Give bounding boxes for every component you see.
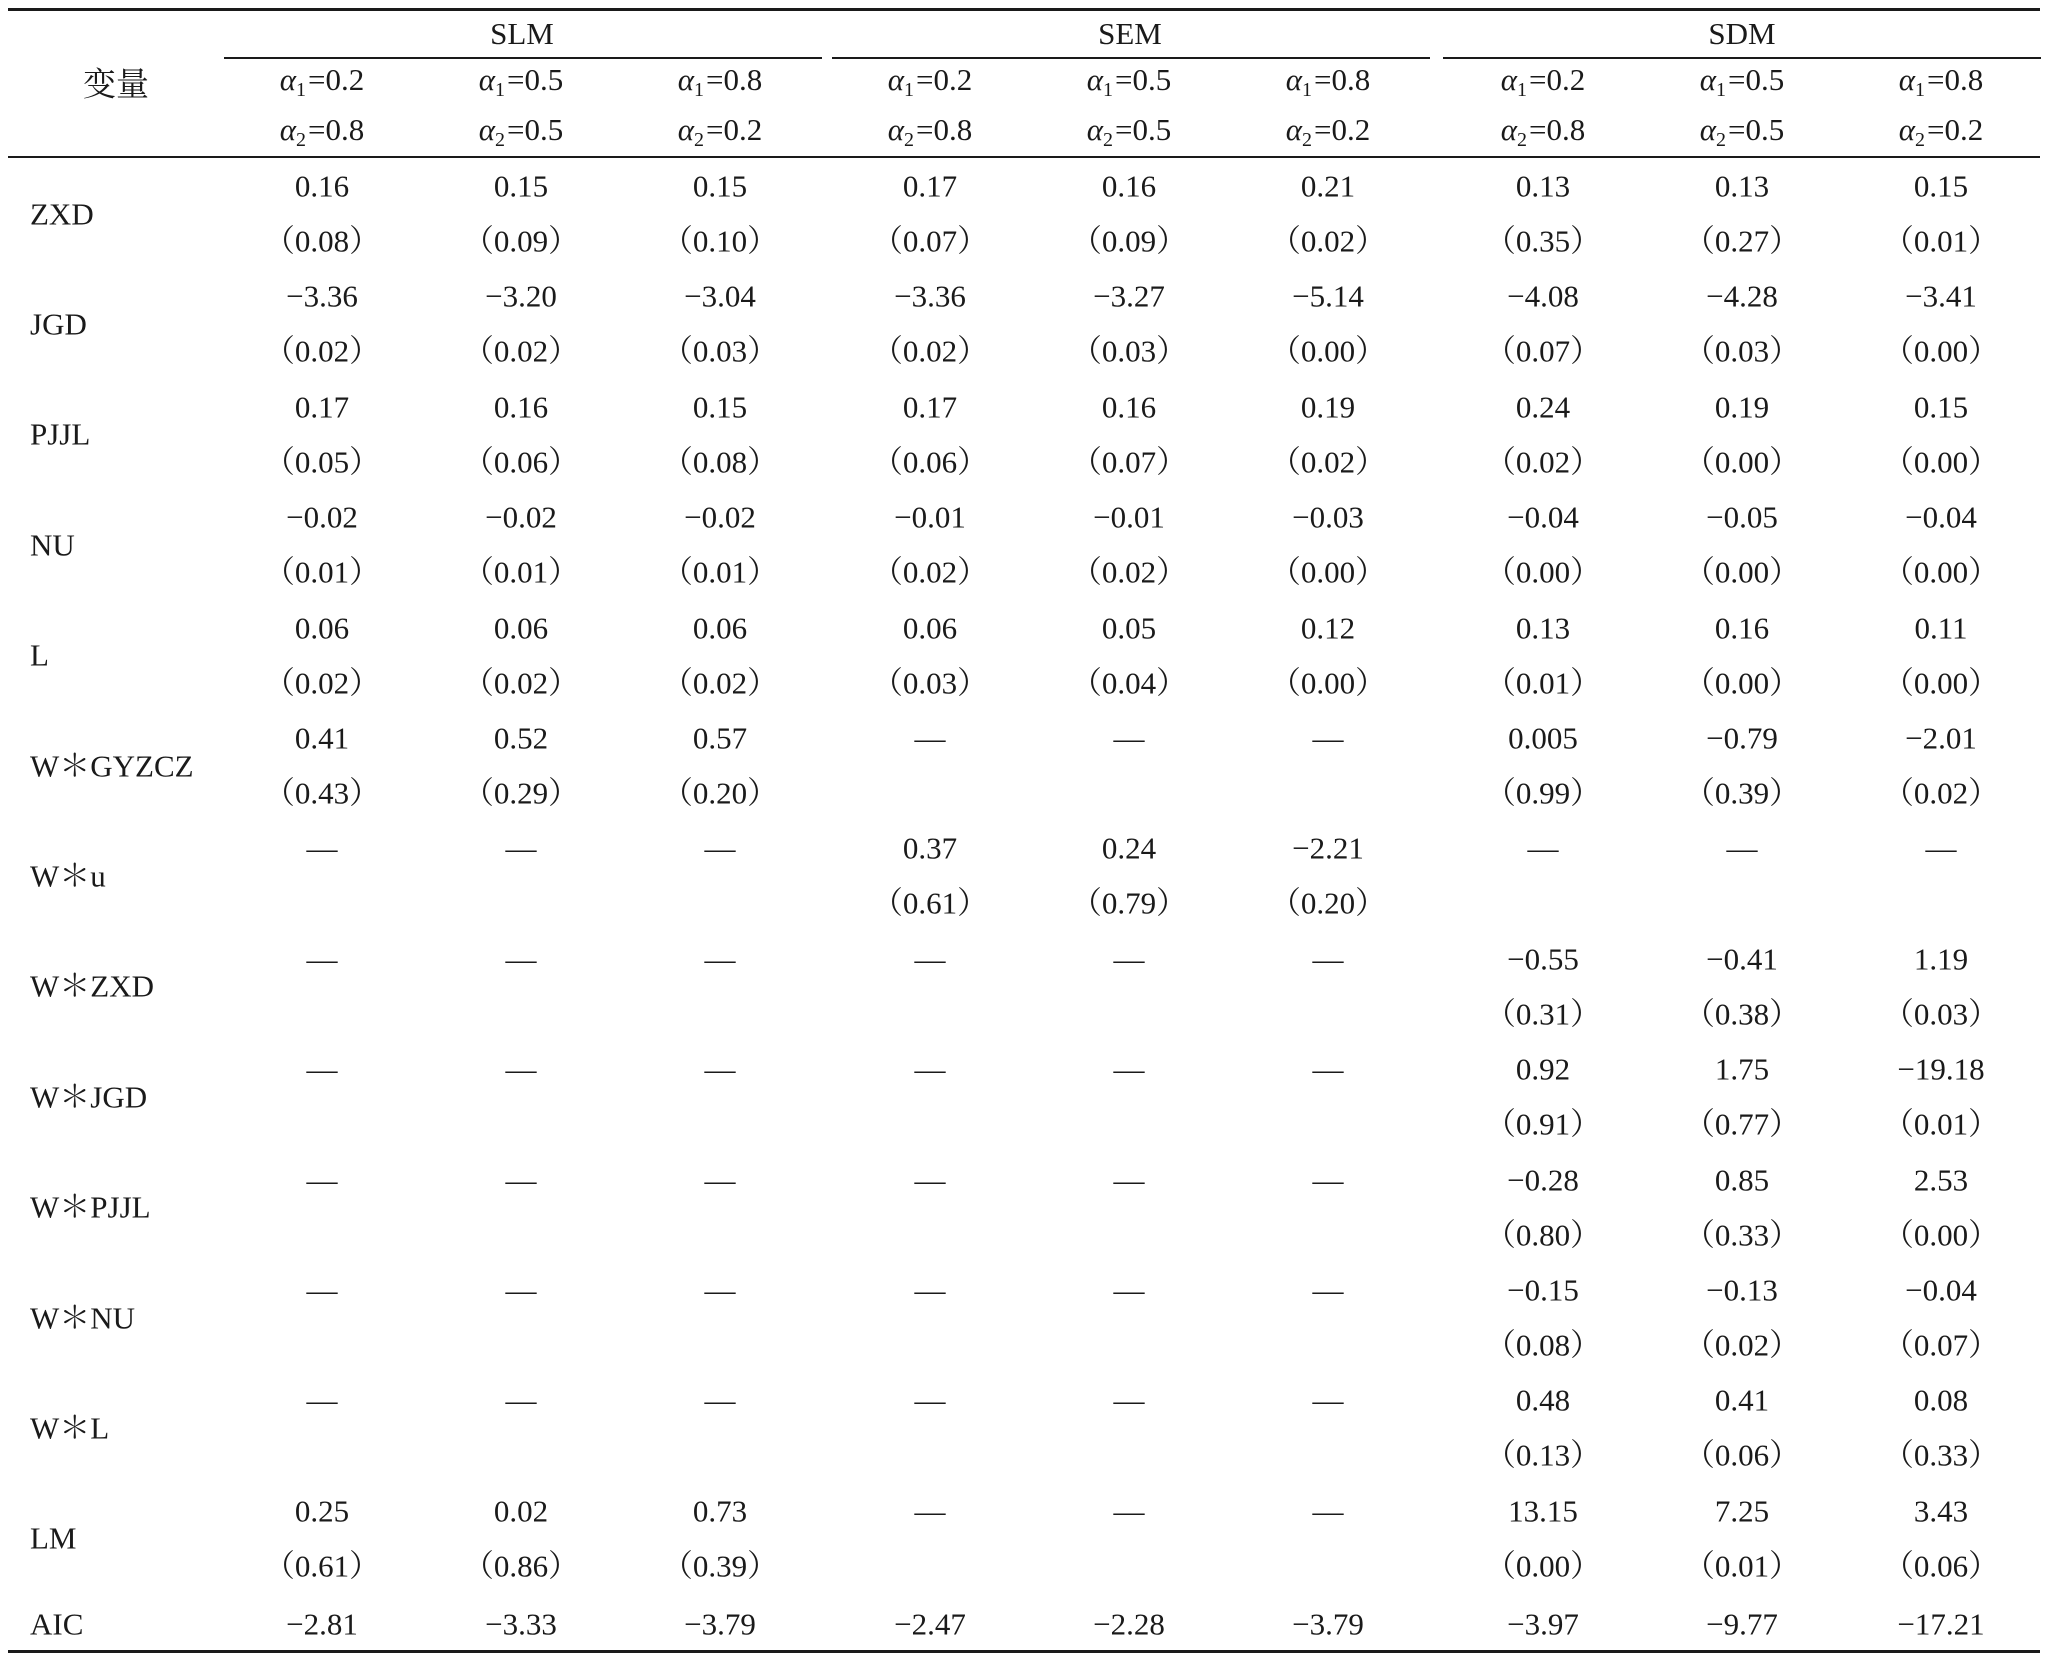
coef-cell: —: [306, 1382, 338, 1418]
pvalue-cell: （0.08）: [1484, 1327, 1602, 1363]
pvalue-cell: （0.01）: [661, 554, 779, 590]
row-label-aic: AIC: [30, 1606, 84, 1642]
row-label: W＊u: [30, 858, 106, 894]
pvalue-cell: （0.06）: [462, 444, 580, 480]
aic-cell: −3.97: [1507, 1606, 1579, 1642]
coef-cell: —: [505, 1382, 537, 1418]
alpha-symbol: α: [1898, 112, 1916, 147]
top-rule: [8, 8, 2040, 11]
alpha-subscript: 2: [495, 129, 506, 151]
alpha-subscript: 1: [694, 79, 705, 101]
coef-cell: —: [704, 830, 736, 866]
pvalue-cell: （0.61）: [871, 885, 989, 921]
coef-cell: —: [1312, 1382, 1344, 1418]
alpha-symbol: α: [1699, 62, 1717, 97]
coef-cell: 0.16: [1101, 389, 1157, 425]
coef-cell: −3.36: [894, 278, 966, 314]
alpha-symbol: α: [1699, 112, 1717, 147]
pvalue-cell: （0.07）: [1484, 333, 1602, 369]
coef-cell: 0.06: [692, 610, 748, 646]
coef-cell: —: [1113, 720, 1145, 756]
coef-cell: 0.57: [692, 720, 748, 756]
pvalue-cell: （0.06）: [1882, 1548, 2000, 1584]
coef-cell: 0.16: [1714, 610, 1770, 646]
group-header-sdm: SDM: [1708, 16, 1776, 51]
pvalue-cell: （0.86）: [462, 1548, 580, 1584]
pvalue-cell: （0.05）: [263, 444, 381, 480]
alpha-value: =0.2: [308, 62, 365, 97]
coef-cell: —: [505, 1051, 537, 1087]
coef-cell: —: [1312, 1051, 1344, 1087]
pvalue-cell: （0.00）: [1683, 444, 1801, 480]
pvalue-cell: （0.02）: [1269, 223, 1387, 259]
alpha-symbol: α: [478, 62, 496, 97]
alpha-symbol: α: [478, 112, 496, 147]
coef-cell: −19.18: [1897, 1051, 1985, 1087]
coef-cell: 0.06: [294, 610, 350, 646]
coef-cell: 0.08: [1913, 1382, 1969, 1418]
row-label: PJJL: [30, 416, 91, 452]
alpha-symbol: α: [887, 62, 905, 97]
coef-cell: 0.37: [902, 830, 958, 866]
pvalue-cell: （0.06）: [1683, 1437, 1801, 1473]
alpha-subscript: 2: [1103, 129, 1114, 151]
coef-cell: —: [704, 941, 736, 977]
coef-cell: —: [914, 941, 946, 977]
pvalue-cell: （0.02）: [462, 333, 580, 369]
coef-cell: 0.02: [493, 1493, 549, 1529]
alpha2-header: [1700, 112, 1785, 152]
alpha-subscript: 1: [1716, 79, 1727, 101]
coef-cell: —: [1113, 1051, 1145, 1087]
pvalue-cell: （0.03）: [661, 333, 779, 369]
row-label: ZXD: [30, 196, 94, 231]
pvalue-cell: （0.08）: [263, 223, 381, 259]
alpha-symbol: α: [1086, 112, 1104, 147]
pvalue-cell: （0.08）: [661, 444, 779, 480]
alpha-value: =0.5: [1728, 62, 1785, 97]
pvalue-cell: （0.27）: [1683, 223, 1801, 259]
pvalue-cell: （0.33）: [1882, 1437, 2000, 1473]
alpha-subscript: 2: [1302, 129, 1313, 151]
pvalue-cell: （0.02）: [1683, 1327, 1801, 1363]
coef-cell: −3.41: [1905, 278, 1977, 314]
coef-cell: −3.04: [684, 278, 756, 314]
alpha-value: =0.8: [1927, 62, 1984, 97]
coef-cell: —: [914, 1051, 946, 1087]
alpha1-header: [1087, 62, 1172, 102]
alpha-symbol: α: [1285, 112, 1303, 147]
coef-cell: 0.15: [493, 168, 549, 204]
alpha-value: =0.8: [308, 112, 365, 147]
coef-cell: −0.03: [1292, 499, 1364, 535]
coef-cell: 0.24: [1515, 389, 1571, 425]
pvalue-cell: （0.01）: [263, 554, 381, 590]
coef-cell: 0.17: [294, 389, 350, 425]
coef-cell: —: [505, 1272, 537, 1308]
coef-cell: —: [704, 1382, 736, 1418]
alpha1-header: [888, 62, 973, 102]
coef-cell: 0.11: [1914, 610, 1968, 646]
alpha-value: =0.8: [1314, 62, 1371, 97]
alpha-subscript: 2: [694, 129, 705, 151]
row-label: W＊NU: [30, 1300, 136, 1335]
alpha-symbol: α: [1898, 62, 1916, 97]
coef-cell: —: [704, 1162, 736, 1198]
coef-cell: —: [505, 830, 537, 866]
alpha-value: =0.2: [916, 62, 973, 97]
coef-cell: —: [1312, 941, 1344, 977]
alpha1-header: [479, 62, 564, 102]
aic-cell: −2.47: [894, 1606, 966, 1642]
alpha-subscript: 2: [904, 129, 915, 151]
aic-cell: −17.21: [1897, 1606, 1985, 1642]
pvalue-cell: （0.03）: [1683, 333, 1801, 369]
alpha2-header: [1286, 112, 1371, 152]
coef-cell: —: [1113, 1162, 1145, 1198]
coef-cell: —: [1113, 1493, 1145, 1529]
alpha-symbol: α: [887, 112, 905, 147]
alpha-value: =0.2: [706, 112, 763, 147]
coef-cell: −0.13: [1706, 1272, 1778, 1308]
alpha-value: =0.5: [507, 62, 564, 97]
pvalue-cell: （0.00）: [1882, 554, 2000, 590]
row-label: W＊JGD: [30, 1079, 148, 1115]
coef-cell: 0.92: [1515, 1051, 1571, 1087]
coef-cell: 0.15: [692, 389, 748, 425]
pvalue-cell: （0.02）: [263, 665, 381, 701]
pvalue-cell: （0.03）: [871, 665, 989, 701]
alpha-symbol: α: [677, 112, 695, 147]
coef-cell: —: [505, 941, 537, 977]
alpha-subscript: 2: [296, 129, 307, 151]
coef-cell: −3.27: [1093, 278, 1165, 314]
coef-cell: —: [1312, 720, 1344, 756]
alpha2-header: [479, 112, 564, 152]
pvalue-cell: （0.00）: [1882, 1217, 2000, 1253]
alpha-symbol: α: [1500, 62, 1518, 97]
coef-cell: −2.01: [1905, 720, 1977, 756]
corner-label: 变量: [83, 64, 149, 104]
coef-cell: 0.16: [493, 389, 549, 425]
group-header-slm: SLM: [490, 16, 554, 51]
coef-cell: —: [1925, 830, 1957, 866]
row-label: NU: [30, 527, 75, 563]
coef-cell: −3.36: [286, 278, 358, 314]
pvalue-cell: （0.00）: [1269, 665, 1387, 701]
group-rule-sem: [832, 57, 1430, 59]
coef-cell: −0.04: [1905, 499, 1977, 535]
coef-cell: 0.24: [1101, 830, 1157, 866]
coef-cell: 0.15: [1913, 389, 1969, 425]
pvalue-cell: （0.29）: [462, 775, 580, 811]
alpha-value: =0.2: [1314, 112, 1371, 147]
pvalue-cell: （0.31）: [1484, 996, 1602, 1032]
pvalue-cell: （0.00）: [1683, 665, 1801, 701]
coef-cell: 0.19: [1300, 389, 1356, 425]
coef-cell: −0.04: [1507, 499, 1579, 535]
coef-cell: 0.73: [692, 1493, 748, 1529]
pvalue-cell: （0.38）: [1683, 996, 1801, 1032]
pvalue-cell: （0.00）: [1683, 554, 1801, 590]
coef-cell: —: [306, 830, 338, 866]
pvalue-cell: （0.39）: [1683, 775, 1801, 811]
pvalue-cell: （0.13）: [1484, 1437, 1602, 1473]
coef-cell: 0.85: [1714, 1162, 1770, 1198]
coef-cell: 0.13: [1714, 168, 1770, 204]
pvalue-cell: （0.02）: [1882, 775, 2000, 811]
alpha-subscript: 2: [1915, 129, 1926, 151]
alpha-subscript: 1: [296, 79, 307, 101]
coef-cell: 0.12: [1300, 610, 1356, 646]
aic-cell: −9.77: [1706, 1606, 1778, 1642]
pvalue-cell: （0.00）: [1269, 333, 1387, 369]
alpha1-header: [1501, 62, 1586, 102]
pvalue-cell: （0.61）: [263, 1548, 381, 1584]
coef-cell: 7.25: [1714, 1493, 1770, 1529]
alpha-value: =0.2: [1927, 112, 1984, 147]
coef-cell: —: [914, 1493, 946, 1529]
coef-cell: −0.28: [1507, 1162, 1579, 1198]
coef-cell: 0.21: [1300, 168, 1356, 204]
coef-cell: —: [914, 720, 946, 756]
row-label: W＊L: [30, 1410, 110, 1446]
pvalue-cell: （0.02）: [871, 554, 989, 590]
coef-cell: —: [1113, 1272, 1145, 1308]
alpha-symbol: α: [1285, 62, 1303, 97]
coef-cell: —: [704, 1051, 736, 1087]
alpha-subscript: 1: [495, 79, 506, 101]
pvalue-cell: （0.02）: [1070, 554, 1188, 590]
coef-cell: 0.05: [1101, 610, 1157, 646]
coef-cell: 0.005: [1508, 720, 1578, 756]
alpha-value: =0.2: [1529, 62, 1586, 97]
pvalue-cell: （0.01）: [462, 554, 580, 590]
pvalue-cell: （0.79）: [1070, 885, 1188, 921]
alpha-subscript: 1: [1302, 79, 1313, 101]
row-label: JGD: [30, 306, 87, 342]
coef-cell: −5.14: [1292, 278, 1364, 314]
pvalue-cell: （0.04）: [1070, 665, 1188, 701]
pvalue-cell: （0.99）: [1484, 775, 1602, 811]
coef-cell: 0.25: [294, 1493, 350, 1529]
pvalue-cell: （0.01）: [1484, 665, 1602, 701]
alpha-value: =0.8: [916, 112, 973, 147]
coef-cell: 0.48: [1515, 1382, 1571, 1418]
alpha-subscript: 1: [1103, 79, 1114, 101]
pvalue-cell: （0.07）: [1882, 1327, 2000, 1363]
alpha-value: =0.5: [1115, 112, 1172, 147]
coef-cell: −0.41: [1706, 941, 1778, 977]
coef-cell: −2.21: [1292, 830, 1364, 866]
pvalue-cell: （0.01）: [1882, 1106, 2000, 1142]
pvalue-cell: （0.02）: [263, 333, 381, 369]
alpha1-header: [280, 62, 365, 102]
alpha1-header: [1899, 62, 1984, 102]
pvalue-cell: （0.06）: [871, 444, 989, 480]
coef-cell: −0.04: [1905, 1272, 1977, 1308]
alpha-value: =0.5: [507, 112, 564, 147]
alpha-symbol: α: [677, 62, 695, 97]
coef-cell: 0.15: [692, 168, 748, 204]
header-rule: [8, 156, 2040, 158]
pvalue-cell: （0.07）: [871, 223, 989, 259]
coef-cell: —: [1113, 941, 1145, 977]
coef-cell: 3.43: [1913, 1493, 1969, 1529]
coef-cell: 0.16: [294, 168, 350, 204]
alpha1-header: [1286, 62, 1371, 102]
coef-cell: −0.02: [485, 499, 557, 535]
coef-cell: −0.05: [1706, 499, 1778, 535]
coef-cell: −0.79: [1706, 720, 1778, 756]
coef-cell: —: [505, 1162, 537, 1198]
pvalue-cell: （0.01）: [1683, 1548, 1801, 1584]
coef-cell: —: [1113, 1382, 1145, 1418]
coef-cell: 0.16: [1101, 168, 1157, 204]
pvalue-cell: （0.00）: [1882, 333, 2000, 369]
coef-cell: −0.15: [1507, 1272, 1579, 1308]
aic-cell: −3.79: [684, 1606, 756, 1642]
coef-cell: —: [914, 1272, 946, 1308]
coef-cell: 0.19: [1714, 389, 1770, 425]
pvalue-cell: （0.09）: [1070, 223, 1188, 259]
coef-cell: —: [1312, 1162, 1344, 1198]
coef-cell: −0.01: [1093, 499, 1165, 535]
pvalue-cell: （0.35）: [1484, 223, 1602, 259]
pvalue-cell: （0.00）: [1269, 554, 1387, 590]
coef-cell: —: [306, 1051, 338, 1087]
aic-cell: −2.28: [1093, 1606, 1165, 1642]
coef-cell: −0.55: [1507, 941, 1579, 977]
alpha1-header: [1700, 62, 1785, 102]
coef-cell: 0.13: [1515, 168, 1571, 204]
pvalue-cell: （0.00）: [1882, 444, 2000, 480]
pvalue-cell: （0.02）: [1269, 444, 1387, 480]
row-label: LM: [30, 1520, 77, 1556]
alpha-value: =0.5: [1115, 62, 1172, 97]
aic-cell: −2.81: [286, 1606, 358, 1642]
alpha2-header: [1087, 112, 1172, 152]
pvalue-cell: （0.07）: [1070, 444, 1188, 480]
pvalue-cell: （0.03）: [1882, 996, 2000, 1032]
alpha2-header: [888, 112, 973, 152]
alpha-subscript: 2: [1517, 129, 1528, 151]
alpha2-header: [1899, 112, 1984, 152]
coef-cell: 1.75: [1714, 1051, 1770, 1087]
coef-cell: −3.20: [485, 278, 557, 314]
coef-cell: −4.28: [1706, 278, 1778, 314]
coef-cell: —: [306, 1272, 338, 1308]
pvalue-cell: （0.10）: [661, 223, 779, 259]
pvalue-cell: （0.02）: [871, 333, 989, 369]
pvalue-cell: （0.03）: [1070, 333, 1188, 369]
pvalue-cell: （0.09）: [462, 223, 580, 259]
pvalue-cell: （0.00）: [1484, 1548, 1602, 1584]
pvalue-cell: （0.20）: [1269, 885, 1387, 921]
pvalue-cell: （0.01）: [1882, 223, 2000, 259]
row-label: L: [30, 637, 49, 673]
coef-cell: −0.01: [894, 499, 966, 535]
coef-cell: —: [306, 941, 338, 977]
aic-cell: −3.79: [1292, 1606, 1364, 1642]
row-label: W＊ZXD: [30, 968, 154, 1004]
alpha2-header: [280, 112, 365, 152]
alpha-value: =0.8: [706, 62, 763, 97]
coef-cell: 1.19: [1913, 941, 1969, 977]
coef-cell: —: [1726, 830, 1758, 866]
alpha-value: =0.8: [1529, 112, 1586, 147]
pvalue-cell: （0.80）: [1484, 1217, 1602, 1253]
coef-cell: —: [306, 1162, 338, 1198]
coef-cell: —: [704, 1272, 736, 1308]
alpha2-header: [678, 112, 763, 152]
coef-cell: 0.13: [1515, 610, 1571, 646]
coef-cell: 0.52: [493, 720, 549, 756]
coef-cell: −4.08: [1507, 278, 1579, 314]
bottom-rule: [8, 1650, 2040, 1653]
coef-cell: 13.15: [1508, 1493, 1578, 1529]
alpha-subscript: 1: [1517, 79, 1528, 101]
alpha-symbol: α: [279, 112, 297, 147]
row-label: W＊GYZCZ: [30, 748, 194, 783]
coef-cell: 0.17: [902, 389, 958, 425]
coef-cell: —: [1312, 1493, 1344, 1529]
coef-cell: 0.06: [493, 610, 549, 646]
coef-cell: −0.02: [286, 499, 358, 535]
pvalue-cell: （0.33）: [1683, 1217, 1801, 1253]
pvalue-cell: （0.43）: [263, 775, 381, 811]
alpha2-header: [1501, 112, 1586, 152]
coef-cell: —: [1312, 1272, 1344, 1308]
group-header-sem: SEM: [1098, 16, 1162, 51]
alpha-symbol: α: [279, 62, 297, 97]
coef-cell: 0.41: [294, 720, 350, 756]
coef-cell: —: [914, 1382, 946, 1418]
alpha-subscript: 1: [904, 79, 915, 101]
alpha-subscript: 1: [1915, 79, 1926, 101]
alpha-symbol: α: [1500, 112, 1518, 147]
coef-cell: 0.17: [902, 168, 958, 204]
group-rule-sdm: [1443, 57, 2041, 59]
alpha-symbol: α: [1086, 62, 1104, 97]
coef-cell: 2.53: [1913, 1162, 1969, 1198]
coef-cell: 0.06: [902, 610, 958, 646]
pvalue-cell: （0.00）: [1484, 554, 1602, 590]
pvalue-cell: （0.00）: [1882, 665, 2000, 701]
alpha-value: =0.5: [1728, 112, 1785, 147]
coef-cell: −0.02: [684, 499, 756, 535]
row-label: W＊PJJL: [30, 1189, 151, 1225]
pvalue-cell: （0.20）: [661, 775, 779, 811]
coef-cell: —: [1527, 830, 1559, 866]
pvalue-cell: （0.77）: [1683, 1106, 1801, 1142]
coef-cell: —: [914, 1162, 946, 1198]
alpha1-header: [678, 62, 763, 102]
pvalue-cell: （0.39）: [661, 1548, 779, 1584]
group-rule-slm: [224, 57, 822, 59]
pvalue-cell: （0.02）: [462, 665, 580, 701]
aic-cell: −3.33: [485, 1606, 557, 1642]
pvalue-cell: （0.02）: [661, 665, 779, 701]
pvalue-cell: （0.91）: [1484, 1106, 1602, 1142]
alpha-subscript: 2: [1716, 129, 1727, 151]
coef-cell: 0.15: [1913, 168, 1969, 204]
coef-cell: 0.41: [1714, 1382, 1770, 1418]
pvalue-cell: （0.02）: [1484, 444, 1602, 480]
